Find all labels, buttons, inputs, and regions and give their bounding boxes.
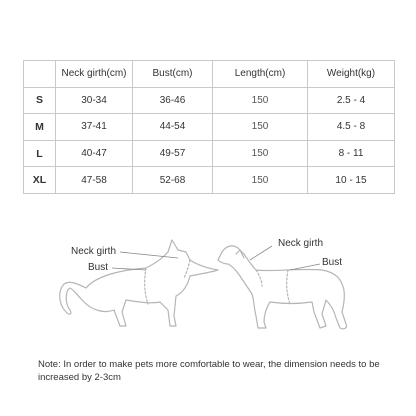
size-cell: L — [24, 140, 56, 167]
length-cell: 150 — [213, 87, 308, 114]
weight-cell: 2.5 - 4 — [308, 87, 395, 114]
neck-cell: 40-47 — [56, 140, 133, 167]
label-leader-lines — [112, 246, 320, 270]
header-length: Length(cm) — [213, 61, 308, 88]
table-header-row — [24, 61, 395, 88]
header-size — [24, 61, 56, 88]
dog-neck-label: Neck girth — [278, 238, 324, 249]
table-row — [24, 140, 395, 167]
table-row — [24, 167, 395, 194]
table-row — [24, 114, 395, 141]
neck-cell: 47-58 — [56, 167, 133, 194]
bust-cell: 52-68 — [133, 167, 213, 194]
size-cell: XL — [24, 167, 56, 194]
size-cell: S — [24, 87, 56, 114]
header-neck-girth: Neck girth(cm) — [56, 61, 133, 88]
weight-cell: 4.5 - 8 — [308, 114, 395, 141]
neck-cell: 30-34 — [56, 87, 133, 114]
cat-bust-label: Bust — [88, 262, 109, 273]
cat-neck-label: Neck girth — [71, 246, 117, 257]
size-cell: M — [24, 114, 56, 141]
length-cell: 150 — [213, 140, 308, 167]
size-note: Note: In order to make pets more comfortable to wear, the dimension needs to be increased by 2-3cm — [38, 359, 380, 383]
table-row — [24, 87, 395, 114]
weight-cell: 8 - 11 — [308, 140, 395, 167]
pets-outline-svg — [0, 230, 416, 350]
header-weight: Weight(kg) — [308, 61, 395, 88]
weight-cell: 10 - 15 — [308, 167, 395, 194]
size-chart-table — [23, 60, 395, 194]
header-bust: Bust(cm) — [133, 61, 213, 88]
bust-cell: 36-46 — [133, 87, 213, 114]
length-cell: 150 — [213, 114, 308, 141]
bust-cell: 49-57 — [133, 140, 213, 167]
length-cell: 150 — [213, 167, 308, 194]
measurement-illustration — [0, 230, 416, 350]
bust-cell: 44-54 — [133, 114, 213, 141]
neck-cell: 37-41 — [56, 114, 133, 141]
dog-bust-label: Bust — [322, 257, 343, 268]
